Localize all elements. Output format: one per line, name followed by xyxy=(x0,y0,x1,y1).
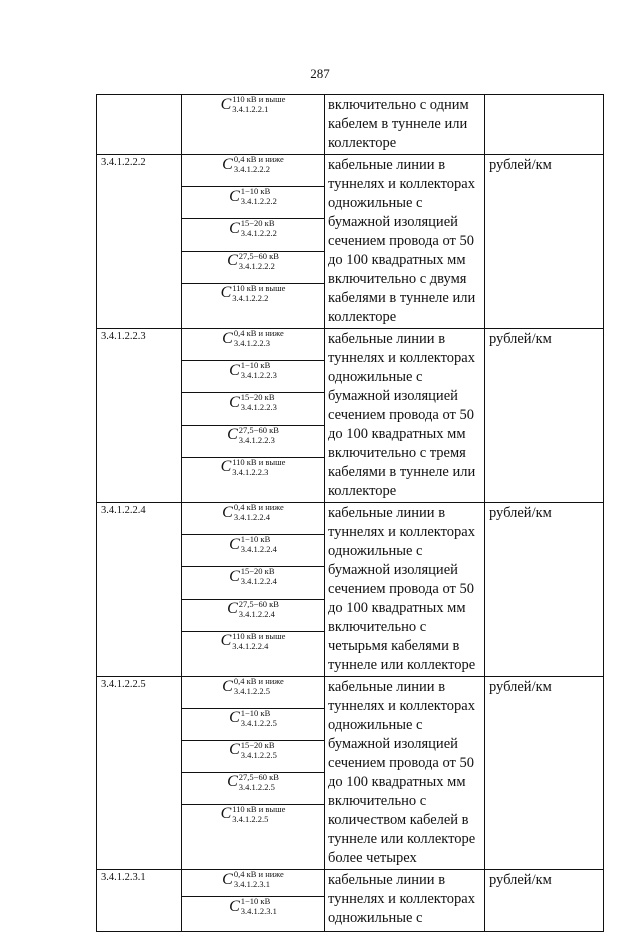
formula xyxy=(182,741,324,760)
formula-symbol: C xyxy=(229,393,240,411)
formula-subscript: 3.4.1.2.2.4 xyxy=(233,512,270,522)
formula-superscript: 110 кВ и выше xyxy=(232,94,286,104)
formula-symbol: C xyxy=(227,426,238,444)
formula-symbol: C xyxy=(220,632,232,650)
formula-cell xyxy=(182,457,325,502)
formula-subscript: 3.4.1.2.2.2 xyxy=(240,196,277,207)
formula-cell xyxy=(182,283,325,328)
formula-cell xyxy=(182,804,325,869)
tariff-table xyxy=(96,94,604,932)
formula xyxy=(182,458,324,477)
description-cell: кабельные линии в туннелях и коллекторах одножильные с xyxy=(325,870,485,932)
formula-cell xyxy=(182,361,325,393)
table-row xyxy=(97,329,604,361)
formula xyxy=(182,393,324,412)
formula-subscript: 3.4.1.2.2.2 xyxy=(232,292,269,303)
formula-superscript: 0,4 кВ и ниже xyxy=(233,676,284,686)
page-number: 287 xyxy=(310,66,330,81)
formula-superscript: 27,5−60 кВ xyxy=(238,771,279,782)
formula-symbol: C xyxy=(220,284,232,302)
formula-cell xyxy=(182,393,325,425)
formula-cell xyxy=(182,772,325,804)
formula-subscript: 3.4.1.2.2.4 xyxy=(232,640,269,651)
formula xyxy=(182,805,324,824)
formula-symbol: C xyxy=(229,567,240,585)
formula-symbol: C xyxy=(227,773,238,791)
formula-symbol: C xyxy=(229,361,240,379)
formula-subscript: 3.4.1.2.2.4 xyxy=(238,608,275,619)
formula-subscript: 3.4.1.2.2.5 xyxy=(232,813,269,824)
unit-cell: рублей/км xyxy=(485,155,604,329)
formula-subscript: 3.4.1.2.2.3 xyxy=(240,402,277,413)
formula-symbol: C xyxy=(222,677,233,695)
formula-symbol: C xyxy=(227,252,238,270)
formula-superscript: 0,4 кВ и ниже xyxy=(233,869,284,879)
formula xyxy=(182,361,324,380)
table-row xyxy=(97,155,604,187)
formula-subscript: 3.4.1.2.2.2 xyxy=(240,228,277,239)
formula-superscript: 27,5−60 кВ xyxy=(238,598,279,609)
formula-symbol: C xyxy=(229,709,240,727)
formula-cell xyxy=(182,425,325,457)
formula-superscript: 15−20 кВ xyxy=(240,566,275,577)
table-row xyxy=(97,870,604,897)
table-row xyxy=(97,677,604,709)
formula-symbol: C xyxy=(220,458,232,476)
formula-superscript: 110 кВ и выше xyxy=(232,282,286,293)
formula-cell xyxy=(182,187,325,219)
formula-symbol: C xyxy=(222,329,233,347)
formula-subscript: 3.4.1.2.2.5 xyxy=(240,717,277,728)
formula-symbol: C xyxy=(222,503,233,521)
code-cell xyxy=(97,95,182,155)
formula-symbol: C xyxy=(222,155,233,173)
formula-cell xyxy=(182,567,325,599)
formula-superscript: 110 кВ и выше xyxy=(232,456,286,467)
formula xyxy=(182,426,324,445)
formula-superscript: 0,4 кВ и ниже xyxy=(233,502,284,512)
formula xyxy=(182,329,324,348)
formula xyxy=(182,155,324,174)
formula-symbol: C xyxy=(229,187,240,205)
formula-cell xyxy=(182,631,325,676)
formula-superscript: 27,5−60 кВ xyxy=(238,424,279,435)
formula-cell xyxy=(182,677,325,709)
formula xyxy=(182,870,324,889)
unit-cell xyxy=(485,95,604,155)
code-cell: 3.4.1.2.2.3 xyxy=(97,329,182,503)
code-cell: 3.4.1.2.3.1 xyxy=(97,870,182,932)
formula-cell xyxy=(182,740,325,772)
formula-superscript: 0,4 кВ и ниже xyxy=(233,154,284,164)
table-row xyxy=(97,95,604,155)
formula-symbol: C xyxy=(222,870,233,888)
formula-cell xyxy=(182,897,325,932)
formula-superscript: 1−10 кВ xyxy=(240,896,271,906)
formula xyxy=(182,503,324,522)
code-cell: 3.4.1.2.2.4 xyxy=(97,503,182,677)
unit-cell: рублей/км xyxy=(485,329,604,503)
formula-superscript: 0,4 кВ и ниже xyxy=(233,328,284,338)
formula xyxy=(182,284,324,303)
description-cell: кабельные линии в туннелях и коллекторах одножильные с бумажной изоляцией сечением провода от 50 до 100 квадратных мм включительно с тремя кабелями в туннеле или коллекторе xyxy=(325,329,485,503)
formula-subscript: 3.4.1.2.2.4 xyxy=(240,544,277,555)
formula-symbol: C xyxy=(227,600,238,618)
formula-symbol: C xyxy=(220,805,232,823)
formula xyxy=(182,773,324,792)
formula-superscript: 110 кВ и выше xyxy=(232,630,286,641)
code-cell: 3.4.1.2.2.5 xyxy=(97,677,182,870)
formula-cell xyxy=(182,708,325,740)
formula-subscript: 3.4.1.2.2.3 xyxy=(240,370,277,381)
formula-superscript: 110 кВ и выше xyxy=(232,803,286,814)
formula xyxy=(182,252,324,271)
formula-subscript: 3.4.1.2.2.2 xyxy=(238,260,275,271)
formula-cell xyxy=(182,95,325,155)
formula xyxy=(182,632,324,651)
formula-superscript: 27,5−60 кВ xyxy=(238,250,279,261)
formula-subscript: 3.4.1.2.2.3 xyxy=(238,434,275,445)
formula-subscript: 3.4.1.2.2.2 xyxy=(233,164,270,174)
formula xyxy=(182,535,324,554)
formula-subscript: 3.4.1.2.2.4 xyxy=(240,576,277,587)
formula xyxy=(182,95,324,114)
formula-cell xyxy=(182,503,325,535)
formula-subscript: 3.4.1.2.3.1 xyxy=(233,879,270,889)
formula-subscript: 3.4.1.2.2.1 xyxy=(232,104,269,114)
code-cell: 3.4.1.2.2.2 xyxy=(97,155,182,329)
formula xyxy=(182,897,324,916)
unit-cell: рублей/км xyxy=(485,677,604,870)
formula-cell xyxy=(182,599,325,631)
table-row xyxy=(97,503,604,535)
formula-subscript: 3.4.1.2.2.3 xyxy=(232,466,269,477)
formula xyxy=(182,219,324,238)
formula-cell xyxy=(182,155,325,187)
formula-superscript: 1−10 кВ xyxy=(240,534,271,545)
formula xyxy=(182,567,324,586)
formula-subscript: 3.4.1.2.2.5 xyxy=(238,781,275,792)
formula-symbol: C xyxy=(229,219,240,237)
description-cell: включительно с одним кабелем в туннеле или коллекторе xyxy=(325,95,485,155)
formula-superscript: 15−20 кВ xyxy=(240,218,275,229)
formula-superscript: 1−10 кВ xyxy=(240,707,271,718)
formula xyxy=(182,187,324,206)
formula-symbol: C xyxy=(229,741,240,759)
formula xyxy=(182,677,324,696)
formula-symbol: C xyxy=(229,535,240,553)
formula xyxy=(182,600,324,619)
formula-subscript: 3.4.1.2.3.1 xyxy=(240,906,277,916)
formula-symbol: C xyxy=(220,95,232,113)
description-cell: кабельные линии в туннелях и коллекторах одножильные с бумажной изоляцией сечением провода от 50 до 100 квадратных мм включительно с четырьмя кабелями в туннеле или коллекторе xyxy=(325,503,485,677)
description-cell: кабельные линии в туннелях и коллекторах одножильные с бумажной изоляцией сечением провода от 50 до 100 квадратных мм включительно с количеством кабелей в туннеле или коллекторе более четырех xyxy=(325,677,485,870)
formula-subscript: 3.4.1.2.2.5 xyxy=(233,686,270,696)
formula-cell xyxy=(182,329,325,361)
formula-superscript: 15−20 кВ xyxy=(240,392,275,403)
formula-superscript: 1−10 кВ xyxy=(240,360,271,371)
formula-cell xyxy=(182,870,325,897)
formula-cell xyxy=(182,251,325,283)
description-cell: кабельные линии в туннелях и коллекторах одножильные с бумажной изоляцией сечением провода от 50 до 100 квадратных мм включительно с двумя кабелями в туннеле или коллекторе xyxy=(325,155,485,329)
unit-cell: рублей/км xyxy=(485,870,604,932)
unit-cell: рублей/км xyxy=(485,503,604,677)
formula-superscript: 1−10 кВ xyxy=(240,186,271,197)
formula-subscript: 3.4.1.2.2.3 xyxy=(233,338,270,348)
formula-cell xyxy=(182,219,325,251)
formula-superscript: 15−20 кВ xyxy=(240,739,275,750)
table-body xyxy=(97,95,604,932)
formula-cell xyxy=(182,535,325,567)
formula-subscript: 3.4.1.2.2.5 xyxy=(240,749,277,760)
formula xyxy=(182,709,324,728)
formula-symbol: C xyxy=(229,897,240,915)
